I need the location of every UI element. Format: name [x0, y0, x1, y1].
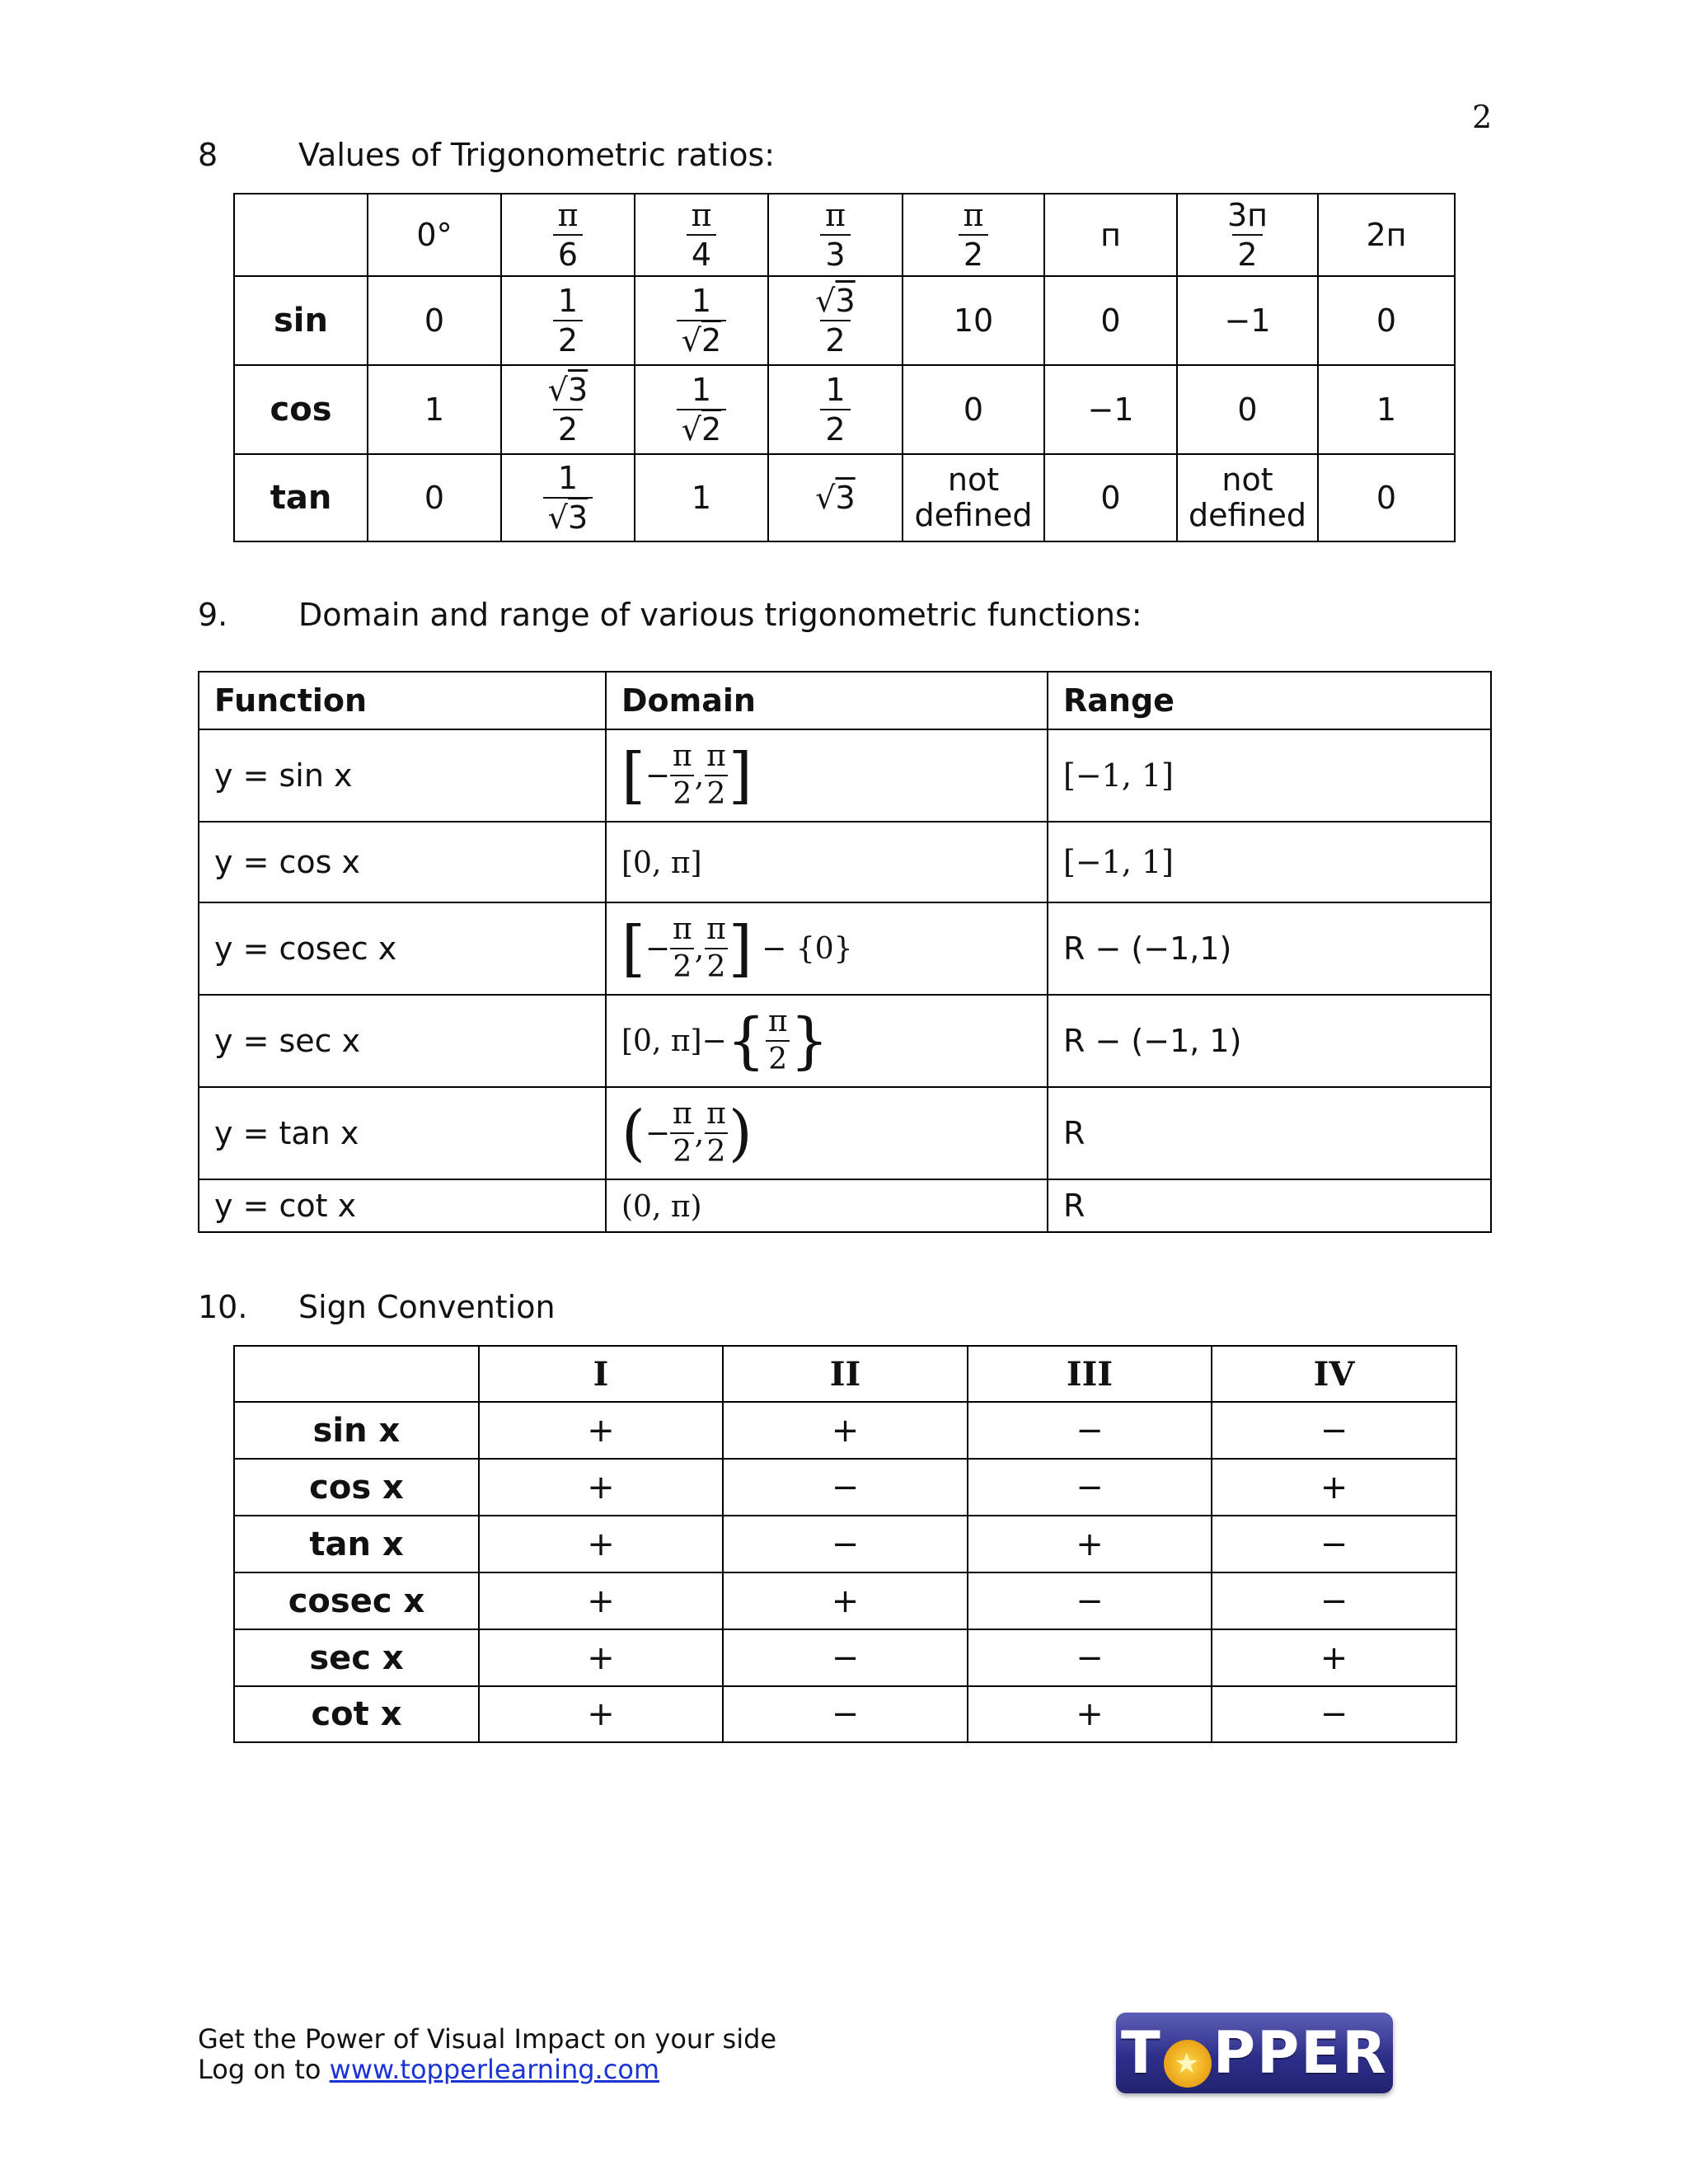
denominator: 2	[820, 320, 850, 356]
sign-cell: +	[479, 1402, 723, 1459]
value-cell	[635, 276, 768, 365]
section-title: Domain and range of various trigonometric functions:	[298, 597, 1142, 633]
sign-cell: −	[968, 1572, 1212, 1629]
sign-row	[234, 1686, 1456, 1742]
sign-convention-table	[233, 1345, 1457, 1743]
numerator: π	[557, 197, 579, 233]
row-label: cot x	[234, 1686, 479, 1742]
interval: 0, π	[633, 1190, 691, 1224]
range-cell: [−1, 1]	[1048, 729, 1491, 822]
denominator: 2	[705, 775, 729, 809]
value-cell: √3	[768, 454, 903, 541]
footer-logon-line	[198, 2055, 776, 2085]
sign-cell: +	[1212, 1459, 1456, 1516]
not-defined-line1: not	[947, 462, 1000, 499]
value-cell: −1	[1044, 365, 1177, 454]
radicand: 2	[701, 322, 722, 359]
numerator: π	[706, 912, 726, 946]
quadrant-header: IV	[1212, 1346, 1456, 1402]
angle-0: 0°	[368, 194, 501, 276]
not-defined-line1: not	[1221, 462, 1273, 499]
range-cell: R	[1048, 1179, 1491, 1232]
numerator: 1	[691, 283, 712, 319]
value-cell	[903, 454, 1044, 541]
sign-row	[234, 1516, 1456, 1572]
denominator: √2	[677, 320, 726, 356]
numerator: √3	[815, 283, 856, 319]
sign-cell: +	[1212, 1629, 1456, 1686]
numerator: 1	[557, 460, 579, 496]
sign-cell: −	[968, 1402, 1212, 1459]
empty-cell	[234, 1346, 479, 1402]
radicand: 3	[835, 283, 856, 319]
quadrant-header: II	[723, 1346, 968, 1402]
domain-cell: [ 0, π ] − { $\frac{\pi}{2}$ }	[606, 995, 1048, 1087]
denominator: 2	[553, 320, 583, 356]
numerator: π	[673, 1097, 692, 1131]
numerator: π	[963, 197, 984, 233]
not-defined-line2: defined	[1188, 497, 1307, 533]
sign-cell: −	[968, 1459, 1212, 1516]
sign-row	[234, 1402, 1456, 1459]
quadrant-header: III	[968, 1346, 1212, 1402]
angle-3pi-2	[1177, 194, 1318, 276]
sign-cell: +	[968, 1516, 1212, 1572]
value-cell: 0	[368, 454, 501, 541]
domain-cell: ( 0, π )	[606, 1179, 1048, 1232]
value-cell: 1	[1318, 365, 1455, 454]
value-cell	[501, 276, 635, 365]
sign-cell: +	[479, 1459, 723, 1516]
row-label: cos	[234, 365, 368, 454]
header-row	[234, 194, 1455, 276]
excluded-set: {0}	[795, 931, 853, 966]
value-cell: 0	[368, 276, 501, 365]
sign-cell: +	[723, 1572, 968, 1629]
value-cell	[635, 365, 768, 454]
value-cell: 0	[1318, 276, 1455, 365]
value-cell	[501, 365, 635, 454]
value-cell	[768, 276, 903, 365]
interval: 0, π	[633, 846, 691, 880]
sign-cell: −	[968, 1629, 1212, 1686]
section-number: 8	[198, 137, 218, 173]
angle-pi-3	[768, 194, 903, 276]
denominator: 4	[687, 234, 716, 270]
numerator: √3	[547, 372, 588, 408]
function-cell: y = cot x	[199, 1179, 606, 1232]
numerator: π	[825, 197, 846, 233]
sign-cell: −	[723, 1686, 968, 1742]
page-number: 2	[1472, 99, 1493, 135]
denominator: 2	[705, 948, 729, 982]
sign-cell: −	[1212, 1516, 1456, 1572]
quadrant-header: I	[479, 1346, 723, 1402]
header-row	[199, 672, 1491, 729]
sign-cell: +	[968, 1686, 1212, 1742]
empty-cell	[234, 194, 368, 276]
section-number: 10.	[198, 1289, 248, 1325]
value-cell: 0	[903, 365, 1044, 454]
denominator: 2	[1232, 234, 1262, 270]
sign-row	[234, 1629, 1456, 1686]
sign-cell: −	[723, 1459, 968, 1516]
sign-cell: +	[479, 1629, 723, 1686]
angle-pi-4	[635, 194, 768, 276]
trig-values-table	[233, 193, 1456, 542]
denominator: 2	[766, 1040, 790, 1075]
row-label: sin x	[234, 1402, 479, 1459]
denominator: 2	[670, 948, 694, 982]
numerator: 1	[825, 372, 846, 408]
denominator: 2	[705, 1132, 729, 1167]
numerator: 1	[557, 283, 579, 319]
minus-sign: −	[645, 1116, 671, 1151]
numerator: 3п	[1226, 197, 1268, 233]
header-row	[234, 1346, 1456, 1402]
sign-row	[234, 1572, 1456, 1629]
angle-pi-2	[903, 194, 1044, 276]
angle-2pi: 2п	[1318, 194, 1455, 276]
sign-cell: −	[723, 1516, 968, 1572]
denominator: 2	[670, 1132, 694, 1167]
topperlearning-link[interactable]: www.topperlearning.com	[329, 2054, 660, 2085]
denominator: √3	[543, 497, 593, 533]
row-label: tan	[234, 454, 368, 541]
value-cell: 1	[635, 454, 768, 541]
sign-cell: −	[1212, 1686, 1456, 1742]
value-cell	[768, 365, 903, 454]
sign-cell: −	[1212, 1572, 1456, 1629]
function-cell: y = cos x	[199, 822, 606, 902]
sec-row	[199, 995, 1491, 1087]
row-label: sec x	[234, 1629, 479, 1686]
function-cell: y = sin x	[199, 729, 606, 822]
cos-row	[199, 822, 1491, 902]
numerator: π	[767, 1005, 788, 1038]
range-cell: R − (−1, 1)	[1048, 995, 1491, 1087]
minus-sign: −	[701, 1024, 727, 1058]
sign-row	[234, 1459, 1456, 1516]
function-cell: y = sec x	[199, 995, 606, 1087]
value-cell: 0	[1318, 454, 1455, 541]
denominator: 2	[553, 409, 583, 445]
sign-cell: +	[479, 1686, 723, 1742]
numerator: π	[673, 739, 692, 773]
row-label: sin	[234, 276, 368, 365]
range-header: Range	[1048, 672, 1491, 729]
minus-sign: −	[762, 931, 787, 966]
interval: 0, π	[633, 1024, 691, 1058]
radicand: 3	[568, 372, 588, 408]
value-cell	[1177, 454, 1318, 541]
value-cell	[501, 454, 635, 541]
sign-cell: −	[723, 1629, 968, 1686]
section-title: Sign Convention	[298, 1289, 556, 1325]
function-cell: y = tan x	[199, 1087, 606, 1179]
value-cell: 1	[368, 365, 501, 454]
domain-cell: [ − $\frac{\pi}{2}$ , $\frac{\pi}{2}$ ] − {0}	[606, 902, 1048, 995]
row-label: tan x	[234, 1516, 479, 1572]
sin-row	[199, 729, 1491, 822]
footer	[198, 2024, 776, 2085]
minus-sign: −	[645, 758, 671, 793]
numerator: π	[706, 1097, 726, 1131]
domain-header: Domain	[606, 672, 1048, 729]
logon-prefix: Log on to	[198, 2054, 330, 2085]
domain-range-table	[198, 671, 1492, 1233]
logo-text: T ★ PPER	[1120, 2018, 1389, 2087]
sin-row	[234, 276, 1455, 365]
denominator: 2	[820, 409, 850, 445]
sign-cell: +	[479, 1516, 723, 1572]
range-cell: [−1, 1]	[1048, 822, 1491, 902]
minus-sign: −	[645, 931, 671, 966]
not-defined-line2: defined	[914, 497, 1033, 533]
numerator: 1	[691, 372, 712, 408]
angle-pi: п	[1044, 194, 1177, 276]
function-cell: y = cosec x	[199, 902, 606, 995]
section-title: Values of Trigonometric ratios:	[298, 137, 776, 173]
value-cell: 0	[1044, 454, 1177, 541]
denominator: √2	[677, 409, 726, 445]
section-number: 9.	[198, 597, 228, 633]
denominator: 3	[820, 234, 850, 270]
range-cell: R − (−1,1)	[1048, 902, 1491, 995]
angle-pi-6	[501, 194, 635, 276]
footer-tagline: Get the Power of Visual Impact on your side	[198, 2023, 777, 2055]
star-icon: ★	[1164, 2040, 1212, 2088]
numerator: π	[691, 197, 712, 233]
value-cell: −1	[1177, 276, 1318, 365]
sign-cell: +	[479, 1572, 723, 1629]
domain-cell: [ − $\frac{\pi}{2}$ , $\frac{\pi}{2}$ ]	[606, 729, 1048, 822]
comma: ,	[694, 1116, 705, 1151]
value-cell: 10	[903, 276, 1044, 365]
numerator: π	[673, 912, 692, 946]
function-header: Function	[199, 672, 606, 729]
sign-cell: +	[723, 1402, 968, 1459]
radicand: 3	[568, 499, 588, 536]
tan-row	[234, 454, 1455, 541]
radicand: 2	[701, 411, 722, 448]
value-cell: 0	[1177, 365, 1318, 454]
domain-cell: [ 0, π ]	[606, 822, 1048, 902]
topper-logo	[1116, 2013, 1393, 2093]
range-cell: R	[1048, 1087, 1491, 1179]
row-label: cosec x	[234, 1572, 479, 1629]
comma: ,	[694, 758, 705, 793]
cosec-row	[199, 902, 1491, 995]
row-label: cos x	[234, 1459, 479, 1516]
value-cell: 0	[1044, 276, 1177, 365]
denominator: 2	[959, 234, 988, 270]
domain-cell: ( − $\frac{\pi}{2}$ , $\frac{\pi}{2}$ )	[606, 1087, 1048, 1179]
denominator: 2	[670, 775, 694, 809]
radicand: 3	[835, 480, 856, 516]
denominator: 6	[553, 234, 583, 270]
sign-cell: −	[1212, 1402, 1456, 1459]
tan-row	[199, 1087, 1491, 1179]
cos-row	[234, 365, 1455, 454]
cot-row	[199, 1179, 1491, 1232]
comma: ,	[694, 931, 705, 966]
numerator: π	[706, 739, 726, 773]
